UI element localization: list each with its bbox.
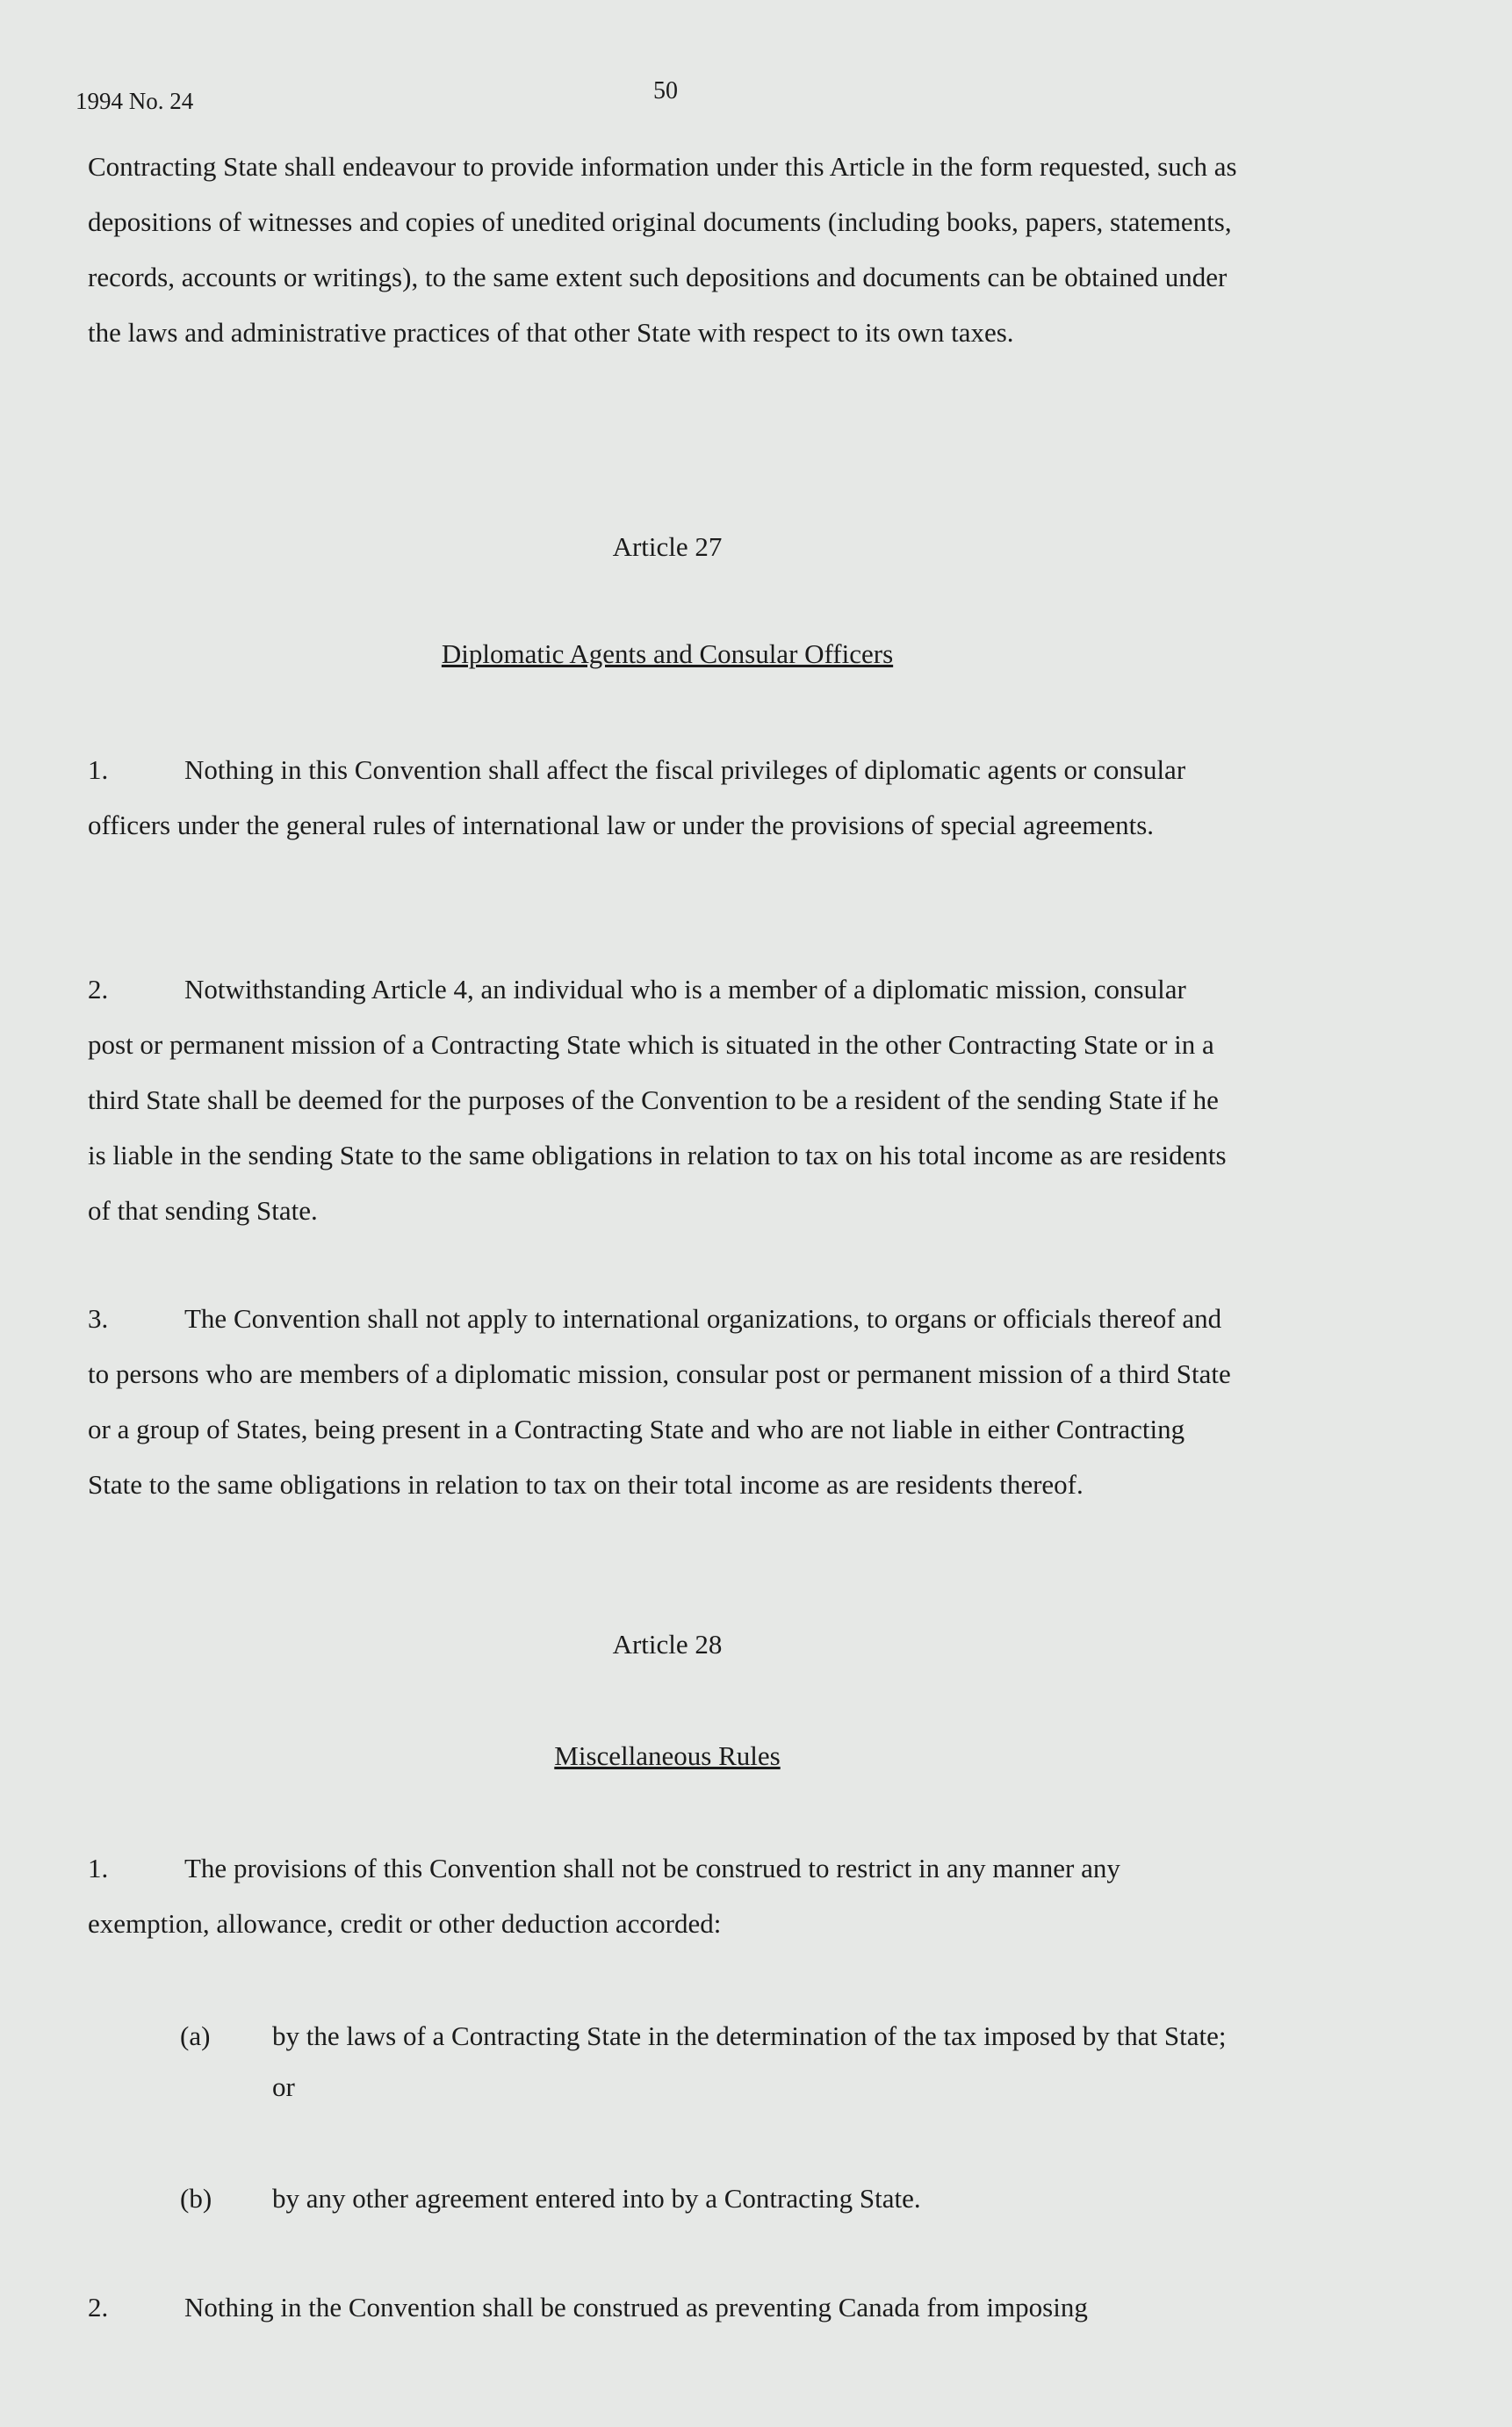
- paragraph-text: Notwithstanding Article 4, an individual who is a member of a diplomatic mission, consular post or permanent mission of a Contracting State which is situated in the other Contracting State or in a third State shall be deemed for the purposes of the Convention to be a resident of the sending State if he is liable in the sending State to the same obligations in relation to tax on his total income as are residents of that sending State.: [88, 974, 1227, 1226]
- intro-paragraph: Contracting State shall endeavour to provide information under this Article in the form requested, such as depositions of witnesses and copies of unedited original documents (including books, papers, statements, records, accounts or writings), to the same extent such depositions and documents can be obtained under the laws and administrative practices of that other State with respect to its own taxes.: [88, 151, 1237, 348]
- paragraph-number: 3.: [88, 1303, 109, 1334]
- article-28-paragraph-2: [88, 2279, 1238, 2335]
- paragraph-text: The Convention shall not apply to international organizations, to organs or officials thereof and to persons who are members of a diplomatic mission, consular post or permanent mission of a third State or a group of States, being present in a Contracting State and who are not liable in either Contracting State to the same obligations in relation to tax on their total income as are residents thereof.: [88, 1303, 1231, 1500]
- paragraph-text: The provisions of this Convention shall not be construed to restrict in any manner any exemption, allowance, credit or other deduction accorded:: [88, 1853, 1120, 1939]
- sub-item-text: by the laws of a Contracting State in the determination of the tax imposed by that State; or: [272, 2020, 1227, 2102]
- page-number: 50: [653, 77, 678, 104]
- article-27-title: Diplomatic Agents and Consular Officers: [441, 638, 894, 669]
- document-reference: 1994 No. 24: [76, 88, 194, 114]
- sub-item-label: (b): [180, 2183, 212, 2214]
- article-27-heading: Article 27: [612, 531, 723, 562]
- paragraph-number: 1.: [88, 754, 109, 785]
- paragraph-number: 2.: [88, 2292, 109, 2323]
- article-28-title: Miscellaneous Rules: [554, 1740, 781, 1771]
- article-27-paragraph-3: [88, 1291, 1238, 1512]
- sub-item-b: [180, 2173, 1234, 2224]
- article-28-heading: Article 28: [612, 1629, 723, 1660]
- article-28-paragraph-1: [88, 1840, 1238, 1951]
- paragraph-number: 1.: [88, 1853, 109, 1883]
- sub-item-label: (a): [180, 2020, 211, 2051]
- article-27-paragraph-1: [88, 742, 1238, 853]
- paragraph-number: 2.: [88, 974, 109, 1005]
- article-27-paragraph-2: [88, 961, 1238, 1238]
- sub-item-a: [180, 2011, 1234, 2113]
- sub-item-text: by any other agreement entered into by a Contracting State.: [272, 2183, 921, 2214]
- paragraph-text: Nothing in the Convention shall be construed as preventing Canada from imposing: [184, 2292, 1088, 2323]
- paragraph-text: Nothing in this Convention shall affect the fiscal privileges of diplomatic agents or consular officers under the general rules of international law or under the provisions of special agreements.: [88, 754, 1186, 840]
